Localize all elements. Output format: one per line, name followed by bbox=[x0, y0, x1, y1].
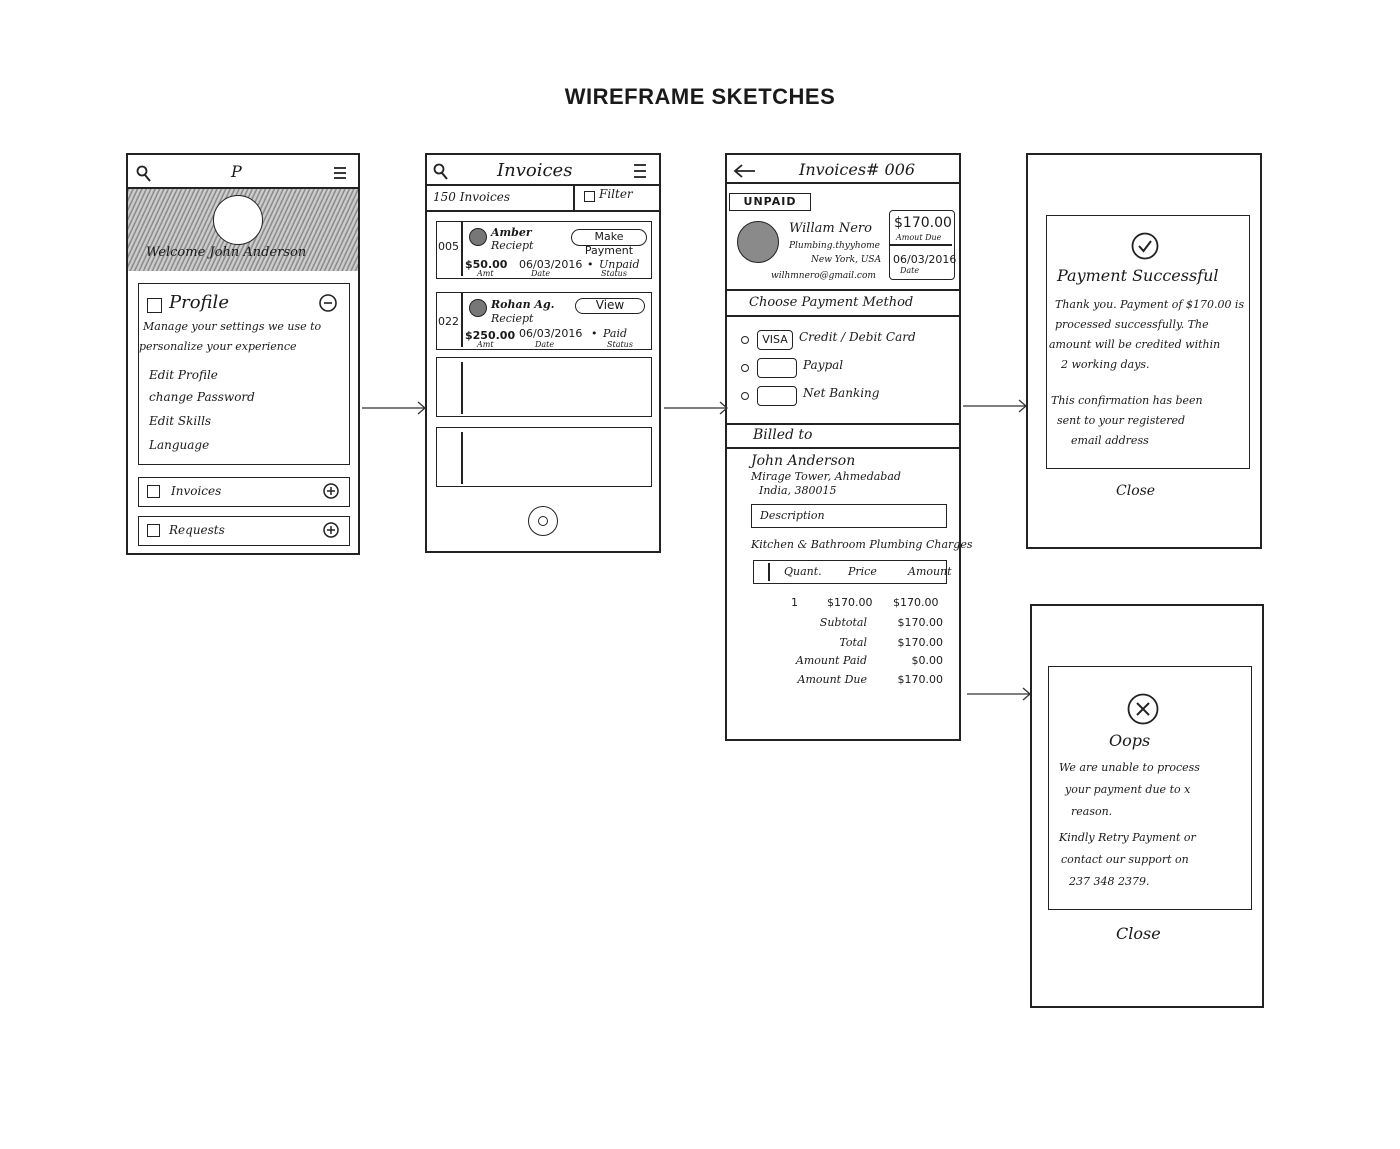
menu-icon[interactable] bbox=[633, 163, 647, 179]
date-caption: Date bbox=[535, 340, 555, 349]
invoice-number: 022 bbox=[438, 315, 459, 328]
close-button[interactable]: Close bbox=[1116, 924, 1161, 943]
client-avatar bbox=[469, 299, 487, 317]
failure-note-line3: 237 348 2379. bbox=[1069, 875, 1150, 888]
billed-name: John Anderson bbox=[751, 453, 856, 469]
invoice-detail-title: Invoices# 006 bbox=[799, 160, 916, 179]
invoices-checkbox[interactable] bbox=[147, 485, 160, 498]
avatar[interactable] bbox=[213, 195, 263, 245]
item-quantity: 1 bbox=[791, 596, 798, 609]
screen-home bbox=[126, 153, 360, 555]
requests-label: Requests bbox=[169, 523, 225, 537]
profile-checkbox[interactable] bbox=[147, 298, 162, 313]
col-price: Price bbox=[848, 565, 877, 578]
amount-caption: Amt bbox=[477, 269, 494, 278]
net-banking-label[interactable]: Net Banking bbox=[803, 386, 880, 400]
invoice-card[interactable] bbox=[436, 292, 652, 350]
menu-language[interactable]: Language bbox=[149, 438, 210, 452]
invoice-count: 150 Invoices bbox=[433, 190, 511, 204]
profile-description-line2: personalize your experience bbox=[139, 340, 297, 353]
amount-due-box bbox=[889, 210, 955, 280]
requests-row[interactable] bbox=[138, 516, 350, 546]
amount-paid-label: Amount Paid bbox=[795, 654, 867, 667]
failure-note-line2: contact our support on bbox=[1061, 853, 1189, 866]
status-dot: • bbox=[591, 327, 598, 340]
menu-edit-skills[interactable]: Edit Skills bbox=[149, 414, 212, 428]
page-title: WIREFRAME SKETCHES bbox=[564, 84, 836, 109]
profile-description-line1: Manage your settings we use to bbox=[143, 320, 322, 333]
welcome-text: Welcome John Anderson bbox=[146, 245, 307, 260]
success-message-line1: Thank you. Payment of $170.00 is bbox=[1055, 298, 1245, 311]
success-dialog bbox=[1046, 215, 1250, 469]
invoice-card-placeholder[interactable] bbox=[436, 357, 652, 417]
document-type: Reciept bbox=[491, 312, 534, 325]
flow-arrow bbox=[963, 398, 1029, 414]
error-x-icon bbox=[1127, 693, 1159, 725]
flow-arrow bbox=[967, 686, 1033, 702]
app-logo: P bbox=[231, 162, 242, 181]
flow-arrow bbox=[664, 400, 730, 416]
close-button[interactable]: Close bbox=[1116, 483, 1156, 499]
line-items-header bbox=[753, 560, 952, 584]
total-label: Total bbox=[839, 636, 867, 649]
view-button[interactable]: View bbox=[575, 298, 645, 314]
search-icon[interactable] bbox=[433, 163, 449, 181]
profile-panel bbox=[138, 283, 350, 465]
invoice-card-placeholder[interactable] bbox=[436, 427, 652, 487]
date-caption: Date bbox=[531, 269, 551, 278]
home-button-inner bbox=[538, 516, 548, 526]
invoice-number: 005 bbox=[438, 240, 459, 253]
amount-paid-value: $0.00 bbox=[911, 654, 943, 667]
screen-payment-success bbox=[1026, 153, 1262, 549]
status-caption: Status bbox=[601, 269, 627, 278]
flow-arrow bbox=[362, 400, 428, 416]
failure-message-line2: your payment due to x bbox=[1065, 783, 1191, 796]
invoice-date: 06/03/2016 bbox=[519, 327, 583, 340]
menu-change-password[interactable]: change Password bbox=[149, 390, 255, 404]
failure-message-line1: We are unable to process bbox=[1059, 761, 1200, 774]
amount-due-label: Amount Due bbox=[797, 673, 867, 686]
success-message-line3: amount will be credited within bbox=[1049, 338, 1221, 351]
invoice-status: Paid bbox=[603, 327, 628, 340]
success-message-line4: 2 working days. bbox=[1061, 358, 1150, 371]
expand-invoices-icon[interactable] bbox=[323, 483, 339, 499]
profile-title: Profile bbox=[169, 292, 229, 313]
filter-checkbox[interactable] bbox=[584, 191, 595, 202]
client-name: Rohan Ag. bbox=[491, 298, 555, 311]
client-name: Amber bbox=[491, 226, 532, 239]
radio-credit-card[interactable] bbox=[741, 336, 749, 344]
radio-net-banking[interactable] bbox=[741, 392, 749, 400]
failure-message-line3: reason. bbox=[1071, 805, 1113, 818]
make-payment-button[interactable]: Make Payment bbox=[571, 229, 647, 246]
status-caption: Status bbox=[607, 340, 633, 349]
success-message-line2: processed successfully. The bbox=[1055, 318, 1209, 331]
amount-due-value: $170.00 bbox=[894, 215, 952, 231]
billed-address-line1: Mirage Tower, Ahmedabad bbox=[751, 470, 901, 483]
invoice-amount: $250.00 bbox=[465, 329, 516, 342]
billed-to-header: Billed to bbox=[753, 427, 813, 443]
screen-invoices bbox=[425, 153, 661, 553]
client-company: Plumbing.thyyhome bbox=[789, 241, 880, 251]
invoices-row[interactable] bbox=[138, 477, 350, 507]
invoices-title: Invoices bbox=[497, 160, 573, 181]
success-note-line1: This confirmation has been bbox=[1051, 394, 1203, 407]
search-icon[interactable] bbox=[136, 165, 152, 183]
invoice-date: 06/03/2016 bbox=[519, 258, 583, 271]
item-price: $170.00 bbox=[827, 596, 873, 609]
failure-dialog bbox=[1048, 666, 1252, 910]
expand-requests-icon[interactable] bbox=[323, 522, 339, 538]
credit-card-label[interactable]: Credit / Debit Card bbox=[799, 330, 916, 344]
failure-note-line1: Kindly Retry Payment or bbox=[1059, 831, 1196, 844]
failure-title: Oops bbox=[1109, 731, 1151, 750]
net-banking-badge bbox=[757, 386, 797, 406]
visa-badge: VISA bbox=[757, 330, 793, 350]
date-caption: Date bbox=[900, 266, 920, 275]
col-quantity: Quant. bbox=[784, 565, 822, 578]
collapse-icon[interactable] bbox=[319, 294, 337, 312]
client-location: New York, USA bbox=[811, 255, 882, 265]
requests-checkbox[interactable] bbox=[147, 524, 160, 537]
client-email: wilhmnero@gmail.com bbox=[771, 271, 876, 281]
description-field bbox=[751, 504, 947, 528]
billed-address-line2: India, 380015 bbox=[759, 484, 837, 497]
status-dot: • bbox=[587, 258, 594, 271]
success-note-line2: sent to your registered bbox=[1057, 414, 1186, 427]
total-value: $170.00 bbox=[897, 636, 943, 649]
subtotal-value: $170.00 bbox=[897, 616, 943, 629]
amount-due-summary-value: $170.00 bbox=[897, 673, 943, 686]
invoices-label: Invoices bbox=[171, 484, 222, 498]
item-amount: $170.00 bbox=[893, 596, 939, 609]
invoice-card[interactable] bbox=[436, 221, 652, 279]
radio-paypal[interactable] bbox=[741, 364, 749, 372]
invoice-date: 06/03/2016 bbox=[893, 253, 957, 266]
invoice-amount: $50.00 bbox=[465, 258, 508, 271]
success-note-line3: email address bbox=[1071, 434, 1149, 447]
subtotal-label: Subtotal bbox=[819, 616, 867, 629]
screen-invoice-detail bbox=[725, 153, 973, 741]
paypal-label[interactable]: Paypal bbox=[803, 358, 844, 372]
unpaid-badge: UNPAID bbox=[729, 193, 811, 211]
filter-label[interactable]: Filter bbox=[599, 187, 633, 201]
paypal-badge bbox=[757, 358, 797, 378]
payment-method-header: Choose Payment Method bbox=[749, 295, 914, 310]
description-label: Description bbox=[760, 509, 825, 522]
success-title: Payment Successful bbox=[1057, 266, 1219, 285]
checkmark-icon bbox=[1131, 232, 1159, 260]
document-type: Reciept bbox=[491, 239, 534, 252]
amount-due-caption: Amout Due bbox=[896, 233, 942, 242]
invoice-status: Unpaid bbox=[599, 258, 640, 271]
back-arrow-icon[interactable] bbox=[733, 163, 757, 179]
description-text: Kitchen & Bathroom Plumbing Charges bbox=[751, 538, 973, 551]
menu-icon[interactable] bbox=[333, 166, 347, 180]
client-avatar bbox=[469, 228, 487, 246]
screen-payment-failed bbox=[1030, 604, 1264, 1008]
client-avatar bbox=[737, 221, 779, 263]
col-amount: Amount bbox=[908, 565, 952, 578]
menu-edit-profile[interactable]: Edit Profile bbox=[149, 368, 218, 382]
amount-caption: Amt bbox=[477, 340, 494, 349]
client-name: Willam Nero bbox=[789, 221, 872, 236]
